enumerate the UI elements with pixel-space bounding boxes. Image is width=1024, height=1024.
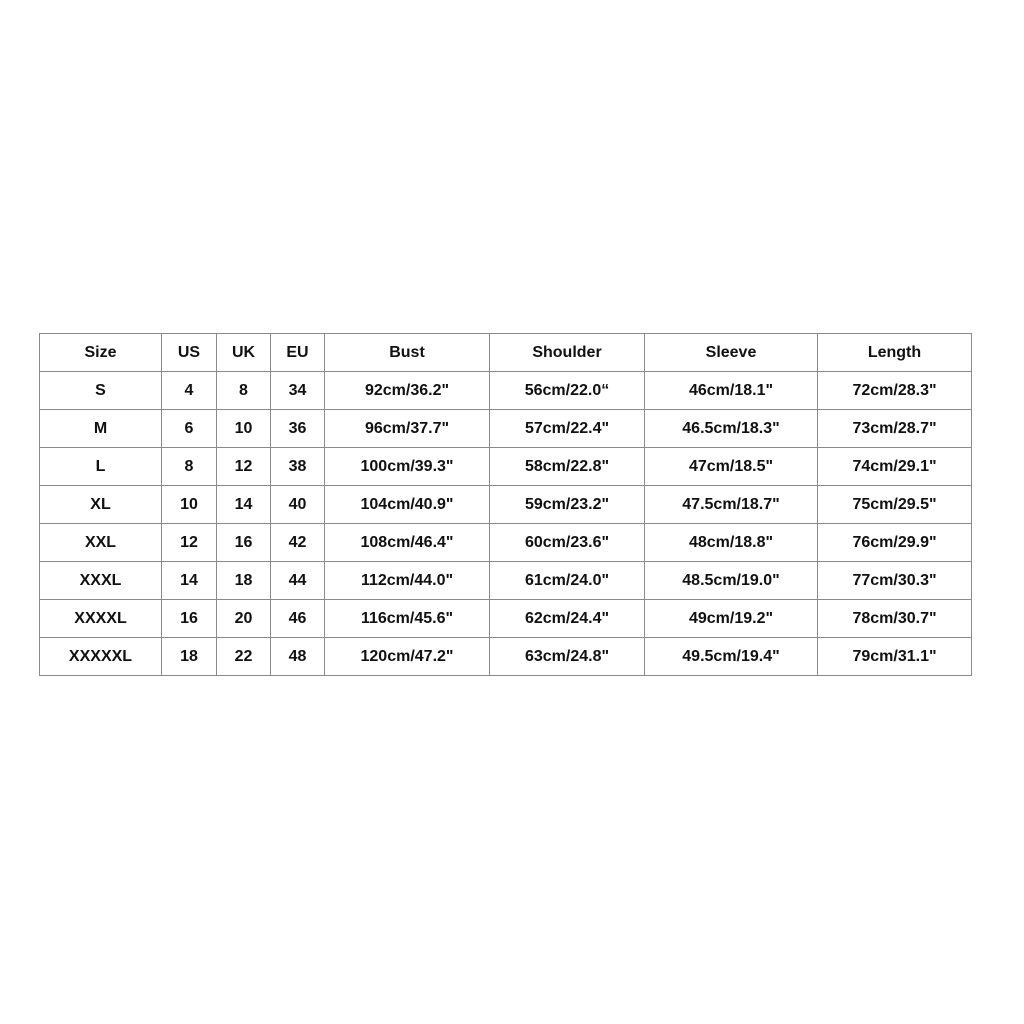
table-header-row — [40, 334, 972, 372]
cell-length: 77cm/30.3" — [818, 562, 972, 600]
cell-eu: 40 — [271, 486, 325, 524]
cell-sleeve: 49.5cm/19.4" — [645, 638, 818, 676]
table-row — [40, 562, 972, 600]
cell-size: XL — [40, 486, 162, 524]
cell-shoulder: 61cm/24.0" — [490, 562, 645, 600]
table-row — [40, 524, 972, 562]
cell-size: XXXXXL — [40, 638, 162, 676]
cell-sleeve: 46cm/18.1" — [645, 372, 818, 410]
cell-shoulder: 60cm/23.6" — [490, 524, 645, 562]
table-row — [40, 448, 972, 486]
cell-us: 6 — [162, 410, 217, 448]
cell-length: 79cm/31.1" — [818, 638, 972, 676]
cell-bust: 116cm/45.6" — [325, 600, 490, 638]
cell-us: 18 — [162, 638, 217, 676]
cell-eu: 36 — [271, 410, 325, 448]
cell-eu: 48 — [271, 638, 325, 676]
table-row — [40, 372, 972, 410]
cell-length: 73cm/28.7" — [818, 410, 972, 448]
cell-bust: 108cm/46.4" — [325, 524, 490, 562]
cell-sleeve: 47.5cm/18.7" — [645, 486, 818, 524]
cell-sleeve: 46.5cm/18.3" — [645, 410, 818, 448]
cell-uk: 22 — [217, 638, 271, 676]
size-chart-table — [39, 333, 972, 676]
cell-bust: 104cm/40.9" — [325, 486, 490, 524]
cell-size: L — [40, 448, 162, 486]
table-row — [40, 486, 972, 524]
header-length: Length — [818, 334, 972, 372]
cell-bust: 120cm/47.2" — [325, 638, 490, 676]
header-eu: EU — [271, 334, 325, 372]
cell-eu: 44 — [271, 562, 325, 600]
cell-shoulder: 62cm/24.4" — [490, 600, 645, 638]
cell-us: 4 — [162, 372, 217, 410]
cell-eu: 42 — [271, 524, 325, 562]
cell-uk: 18 — [217, 562, 271, 600]
cell-length: 75cm/29.5" — [818, 486, 972, 524]
header-bust: Bust — [325, 334, 490, 372]
cell-us: 14 — [162, 562, 217, 600]
cell-sleeve: 49cm/19.2" — [645, 600, 818, 638]
header-uk: UK — [217, 334, 271, 372]
cell-length: 76cm/29.9" — [818, 524, 972, 562]
cell-uk: 10 — [217, 410, 271, 448]
cell-length: 74cm/29.1" — [818, 448, 972, 486]
cell-size: XXXXL — [40, 600, 162, 638]
cell-uk: 8 — [217, 372, 271, 410]
cell-us: 8 — [162, 448, 217, 486]
cell-eu: 46 — [271, 600, 325, 638]
cell-sleeve: 47cm/18.5" — [645, 448, 818, 486]
cell-shoulder: 56cm/22.0“ — [490, 372, 645, 410]
cell-size: M — [40, 410, 162, 448]
cell-bust: 100cm/39.3" — [325, 448, 490, 486]
cell-shoulder: 59cm/23.2" — [490, 486, 645, 524]
cell-bust: 92cm/36.2" — [325, 372, 490, 410]
cell-uk: 12 — [217, 448, 271, 486]
table-row — [40, 600, 972, 638]
cell-eu: 38 — [271, 448, 325, 486]
table-row — [40, 638, 972, 676]
cell-us: 12 — [162, 524, 217, 562]
header-size: Size — [40, 334, 162, 372]
cell-size: S — [40, 372, 162, 410]
cell-bust: 96cm/37.7" — [325, 410, 490, 448]
cell-size: XXL — [40, 524, 162, 562]
cell-length: 72cm/28.3" — [818, 372, 972, 410]
cell-shoulder: 58cm/22.8" — [490, 448, 645, 486]
cell-uk: 14 — [217, 486, 271, 524]
cell-length: 78cm/30.7" — [818, 600, 972, 638]
header-us: US — [162, 334, 217, 372]
cell-eu: 34 — [271, 372, 325, 410]
cell-us: 10 — [162, 486, 217, 524]
cell-uk: 16 — [217, 524, 271, 562]
cell-size: XXXL — [40, 562, 162, 600]
header-shoulder: Shoulder — [490, 334, 645, 372]
cell-bust: 112cm/44.0" — [325, 562, 490, 600]
cell-sleeve: 48.5cm/19.0" — [645, 562, 818, 600]
table-row — [40, 410, 972, 448]
cell-shoulder: 57cm/22.4" — [490, 410, 645, 448]
header-sleeve: Sleeve — [645, 334, 818, 372]
cell-us: 16 — [162, 600, 217, 638]
cell-uk: 20 — [217, 600, 271, 638]
cell-shoulder: 63cm/24.8" — [490, 638, 645, 676]
cell-sleeve: 48cm/18.8" — [645, 524, 818, 562]
